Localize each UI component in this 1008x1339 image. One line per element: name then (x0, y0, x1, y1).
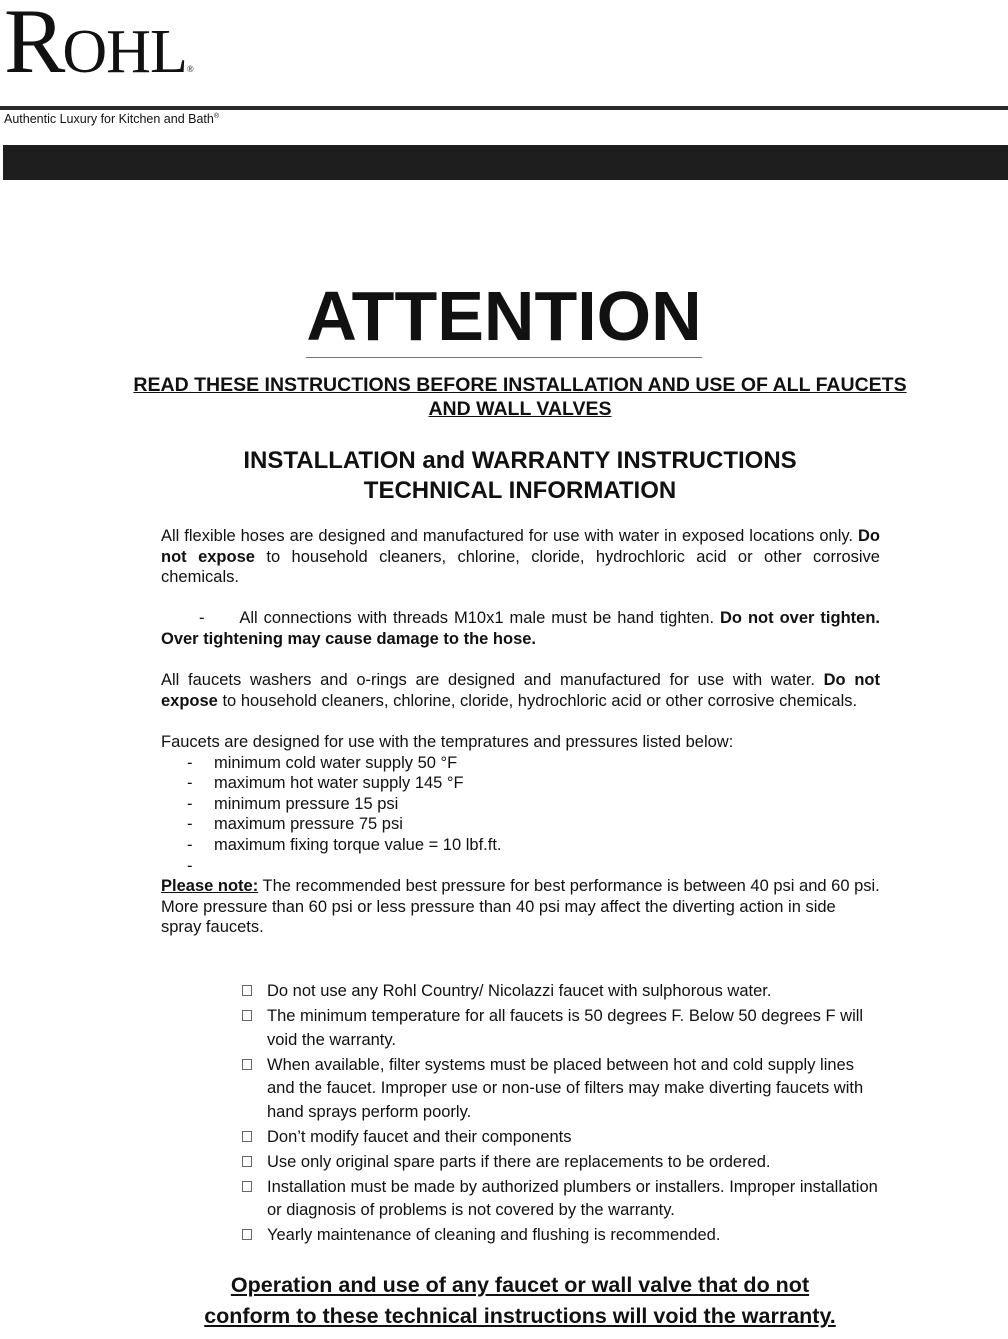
checkbox-square-icon (242, 1059, 252, 1070)
footer-line1: Operation and use of any faucet or wall valve that do not (230, 1273, 810, 1297)
pressure-note: Please note: The recommended best pressure for best performance is between 40 psi and 60 psi. More pressure than 60 psi or less pressure than 40 psi may affect the diverting action in side spray faucets. (161, 877, 880, 937)
checklist-item: Yearly maintenance of cleaning and flushing is recommended. (242, 1224, 882, 1248)
checkbox-square-icon (242, 1131, 252, 1142)
technical-info-body (161, 526, 880, 958)
checkbox-square-icon (242, 1010, 252, 1021)
checkbox-square-icon (242, 1229, 252, 1240)
spec-item: - maximum fixing torque value = 10 lbf.ft. (187, 835, 502, 854)
checklist-item: Don’t modify faucet and their components (242, 1126, 882, 1150)
spec-item: - minimum pressure 15 psi (187, 794, 399, 813)
brand-wordmark: ROHL® (4, 0, 194, 92)
specs-intro: Faucets are designed for use with the tempratures and pressures listed below: (161, 732, 734, 751)
washers-paragraph: All faucets washers and o-rings are designed and manufactured for use with water. Do not expose to household cleaners, chlorine, cloride, hydrochloric acid or other corrosive chemicals. (161, 671, 880, 710)
connections-paragraph: - All connections with threads M10x1 male must be hand tighten. Do not over tighten. Over tightening may cause damage to the hose. (161, 609, 880, 648)
checklist-item: When available, filter systems must be placed between hot and cold supply lines and the faucet. Improper use or non-use of filters may make diverting faucets with hand sprays perform poorly. (242, 1054, 882, 1125)
spec-item: - maximum pressure 75 psi (187, 815, 403, 834)
specs-list (161, 753, 880, 877)
checkbox-square-icon (242, 985, 252, 996)
header-band (3, 145, 1008, 180)
checkbox-square-icon (242, 1156, 252, 1167)
attention-heading: ATTENTION (0, 276, 1008, 356)
read-instructions-notice: READ THESE INSTRUCTIONS BEFORE INSTALLATION AND USE OF ALL FAUCETS AND WALL VALVES (133, 374, 907, 420)
checkbox-square-icon (242, 1181, 252, 1192)
header-divider (0, 106, 1008, 110)
checklist-item: Installation must be made by authorized plumbers or installers. Improper installation or diagnosis of problems is not covered by the warranty. (242, 1176, 882, 1223)
spec-item: - maximum hot water supply 145 °F (187, 774, 464, 793)
checklist-item: Do not use any Rohl Country/ Nicolazzi faucet with sulphorous water. (242, 980, 882, 1004)
section-title-line2: TECHNICAL INFORMATION (363, 477, 677, 504)
hoses-paragraph: All flexible hoses are designed and manufactured for use with water in exposed locations only. Do not expose to household cleaners, chlorine, cloride, hydrochloric acid or other corrosive chemicals. (161, 527, 880, 587)
section-title (150, 446, 890, 506)
spec-item: - (187, 856, 193, 875)
spec-item: - minimum cold water supply 50 °F (187, 753, 458, 772)
warranty-footer (120, 1270, 920, 1332)
brand-tagline: Authentic Luxury for Kitchen and Bath® (4, 112, 220, 126)
note-label: Please note: (161, 877, 259, 896)
checklist-item: Use only original spare parts if there are replacements to be ordered. (242, 1151, 882, 1175)
specs-section (161, 732, 880, 876)
warranty-checklist (242, 980, 882, 1249)
footer-line2: conform to these technical instructions will void the warranty. (204, 1304, 836, 1328)
section-title-line1: INSTALLATION and WARRANTY INSTRUCTIONS (243, 447, 797, 474)
checklist-item: The minimum temperature for all faucets is 50 degrees F. Below 50 degrees F will void the warranty. (242, 1005, 882, 1052)
